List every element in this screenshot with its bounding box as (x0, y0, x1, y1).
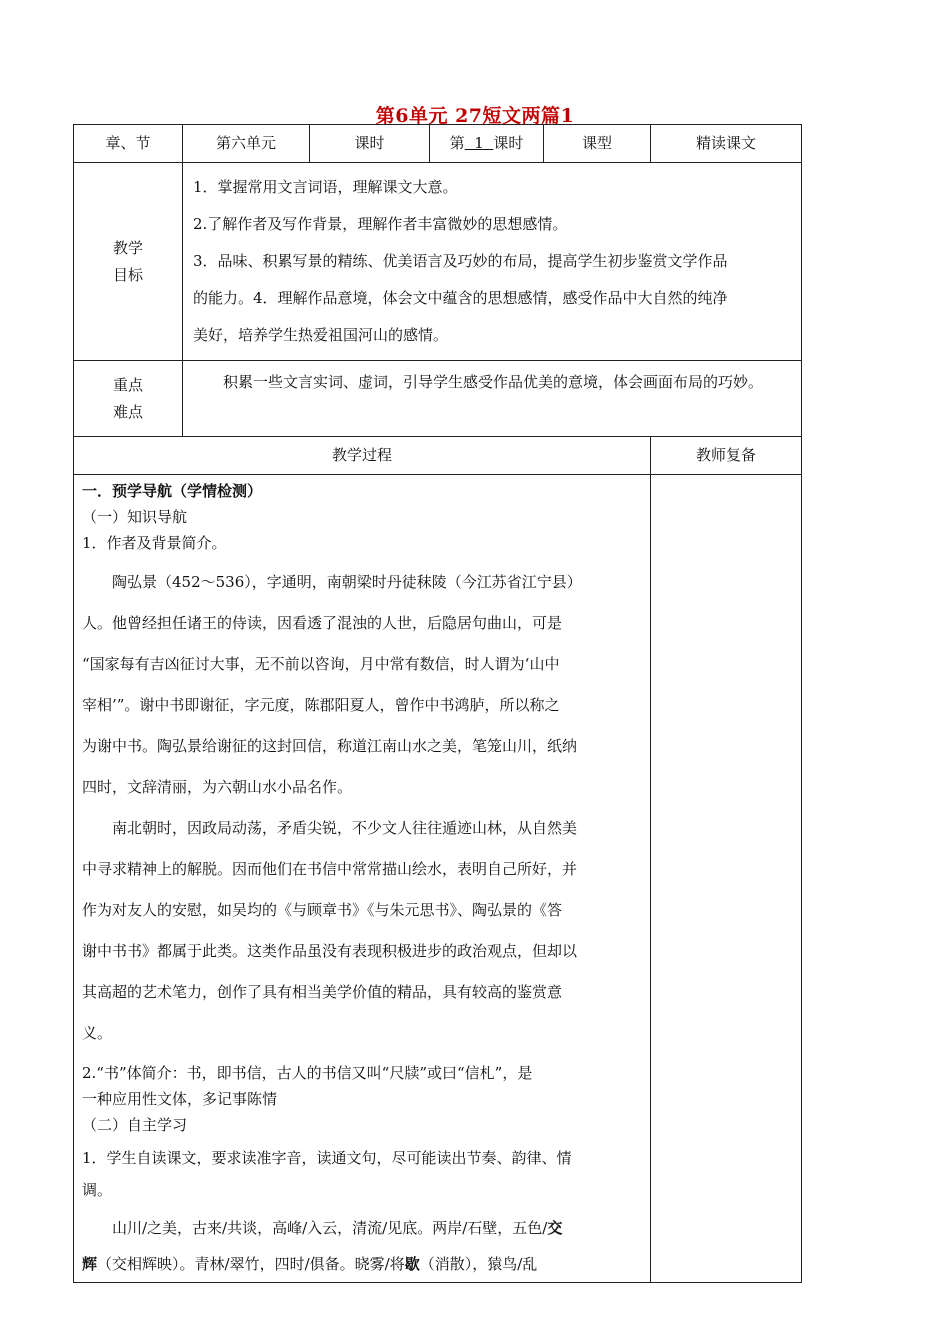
item-author-background: 1．作者及背景简介。 (82, 534, 227, 552)
header-row (74, 125, 802, 163)
objective-line: 2.了解作者及写作背景，理解作者丰富微妙的思想感情。 (193, 215, 568, 233)
period-label: 课时 (310, 125, 430, 163)
page-title: 第6单元 27短文两篇1 (375, 105, 575, 127)
period-value: 第 1 课时 (430, 125, 544, 163)
process-header-row (74, 437, 802, 475)
item-letter-genre: 2.“书”体简介：书，即书信，古人的书信又叫“尺牍”或曰“信札”，是 一种应用性文体，多记事陈情 (82, 1064, 533, 1108)
process-header: 教学过程 (74, 437, 651, 475)
objective-line: 的能力。4．理解作品意境，体会文中蕴含的思想感情，感受作品中大自然的纯净 (193, 289, 728, 307)
subsection-self-study: （二）自主学习 (82, 1116, 188, 1134)
chapter-value: 第六单元 (183, 125, 310, 163)
objectives-content (183, 163, 802, 361)
lesson-plan-table (73, 124, 802, 1283)
keypoints-label: 重点 难点 (74, 361, 183, 437)
lesson-type-label: 课型 (544, 125, 651, 163)
background-paragraph-2: 南北朝时，因政局动荡，矛盾尖锐，不少文人往往遁迹山林，从自然美 中寻求精神上的解脱。因而他们在书信中常常描山绘水，表明自己所好，并 作为对友人的安慰，如吴均的《与顾章书》《与朱元思书》、陶弘景的《答 谢中书书》都属于此类。这类作品虽没有表现积极进步的政治观点，但却以 其高超的艺术笔力，创作了具有相当美学价值的精品，具有较高的鉴赏意 义。 (82, 819, 578, 1042)
teacher-notes-header: 教师复备 (651, 437, 802, 475)
lesson-type-value: 精读课文 (651, 125, 802, 163)
subsection-knowledge: （一）知识导航 (82, 508, 188, 526)
objective-line: 美好，培养学生热爱祖国河山的感情。 (193, 326, 449, 344)
objectives-row (74, 163, 802, 361)
keypoints-content: 积累一些文言实词、虚词，引导学生感受作品优美的意境，体会画面布局的巧妙。 (183, 361, 802, 437)
teacher-notes-cell (651, 475, 802, 1283)
objective-line: 3．品味、积累写景的精练、优美语言及巧妙的布局，提高学生初步鉴赏文学作品 (193, 252, 728, 270)
section-heading: 一．预学导航（学情检测） (82, 482, 263, 500)
keypoints-row (74, 361, 802, 437)
process-row (74, 475, 802, 1283)
chapter-label: 章、节 (74, 125, 183, 163)
reading-passage: 山川/之美，古来/共谈，高峰/入云，清流/见底。两岸/石壁，五色/交 辉（交相辉映）。青林/翠竹，四时/俱备。晓雾/将歇（消散），猿鸟/乱 (82, 1219, 563, 1273)
background-paragraph-1: 陶弘景（452～536），字通明，南朝梁时丹徒秣陵（今江苏省江宁县） 人。他曾经担任诸王的侍读，因看透了混浊的人世，后隐居句曲山，可是 “国家每有吉凶征讨大事，无不前以咨询，月中常有数信，时人谓为‘山中 宰相’”。谢中书即谢征，字元度，陈郡阳夏人，曾作中书鸿胪，所以称之 为谢中书。陶弘景给谢征的这封回信，称道江南山水之美，笔笼山川，纸纳 四时，文辞清丽，为六朝山水小品名作。 (82, 573, 582, 796)
objective-line: 1．掌握常用文言词语，理解课文大意。 (193, 178, 458, 196)
process-content (74, 475, 651, 1283)
item-self-reading: 1．学生自读课文，要求读准字音，读通文句，尽可能读出节奏、韵律、情 调。 (82, 1149, 572, 1199)
objectives-label: 教学 目标 (74, 163, 183, 361)
